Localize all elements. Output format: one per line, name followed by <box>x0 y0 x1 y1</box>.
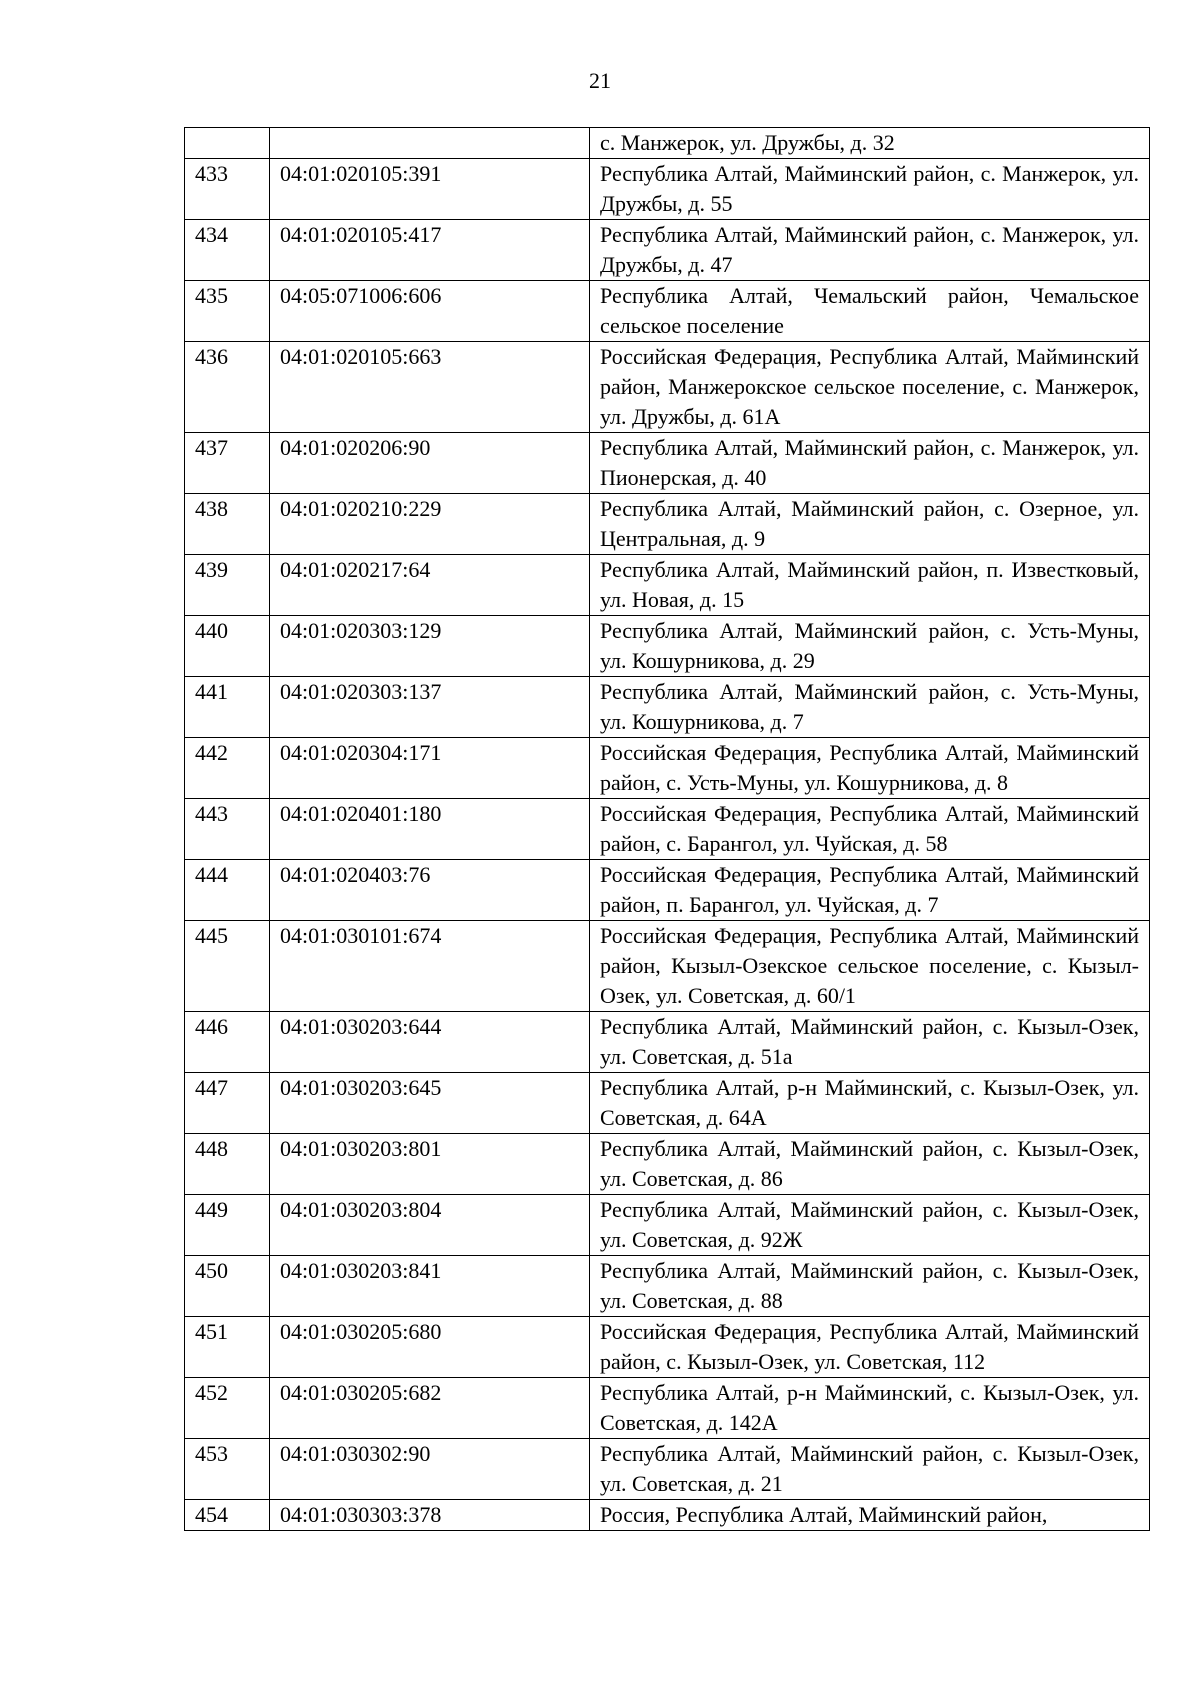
cadastral-number: 04:01:020210:229 <box>270 494 590 555</box>
table-row <box>185 1439 1150 1500</box>
row-number: 438 <box>185 494 270 555</box>
cadastral-registry-table <box>184 127 1150 1531</box>
address: Республика Алтай, р-н Майминский, с. Кызыл-Озек, ул. Советская, д. 142А <box>590 1378 1150 1439</box>
table-row <box>185 1012 1150 1073</box>
table-row <box>185 220 1150 281</box>
address: Республика Алтай, Майминский район, с. Усть-Муны, ул. Кошурникова, д. 29 <box>590 616 1150 677</box>
row-number: 450 <box>185 1256 270 1317</box>
table-row <box>185 616 1150 677</box>
row-number: 445 <box>185 921 270 1012</box>
table-row <box>185 1378 1150 1439</box>
address: Республика Алтай, Майминский район, с. Манжерок, ул. Дружбы, д. 55 <box>590 159 1150 220</box>
address: Республика Алтай, Майминский район, с. Кызыл-Озек, ул. Советская, д. 86 <box>590 1134 1150 1195</box>
row-number: 443 <box>185 799 270 860</box>
row-number: 435 <box>185 281 270 342</box>
address: Российская Федерация, Республика Алтай, Майминский район, п. Барангол, ул. Чуйская, д. 7 <box>590 860 1150 921</box>
row-number: 453 <box>185 1439 270 1500</box>
row-number: 436 <box>185 342 270 433</box>
row-number: 437 <box>185 433 270 494</box>
table-row <box>185 1195 1150 1256</box>
cadastral-number: 04:01:020401:180 <box>270 799 590 860</box>
row-number: 447 <box>185 1073 270 1134</box>
table-row <box>185 281 1150 342</box>
row-number: 439 <box>185 555 270 616</box>
cadastral-number: 04:01:030205:682 <box>270 1378 590 1439</box>
cadastral-number: 04:01:030302:90 <box>270 1439 590 1500</box>
page-number: 21 <box>589 68 611 93</box>
row-number: 442 <box>185 738 270 799</box>
address: Республика Алтай, Майминский район, с. Усть-Муны, ул. Кошурникова, д. 7 <box>590 677 1150 738</box>
table-row <box>185 1073 1150 1134</box>
row-number: 448 <box>185 1134 270 1195</box>
cadastral-number: 04:01:030205:680 <box>270 1317 590 1378</box>
row-number: 446 <box>185 1012 270 1073</box>
address: Российская Федерация, Республика Алтай, Майминский район, с. Усть-Муны, ул. Кошурникова, д. 8 <box>590 738 1150 799</box>
table-row <box>185 342 1150 433</box>
row-number: 444 <box>185 860 270 921</box>
table-row <box>185 1134 1150 1195</box>
table-row <box>185 921 1150 1012</box>
cadastral-number: 04:01:020105:391 <box>270 159 590 220</box>
address: Республика Алтай, Майминский район, с. Кызыл-Озек, ул. Советская, д. 92Ж <box>590 1195 1150 1256</box>
cadastral-number: 04:01:030203:645 <box>270 1073 590 1134</box>
address: Республика Алтай, Майминский район, с. Кызыл-Озек, ул. Советская, д. 21 <box>590 1439 1150 1500</box>
address: Республика Алтай, Майминский район, с. Кызыл-Озек, ул. Советская, д. 51а <box>590 1012 1150 1073</box>
cadastral-number: 04:01:030203:841 <box>270 1256 590 1317</box>
cadastral-number: 04:01:020105:663 <box>270 342 590 433</box>
address: Российская Федерация, Республика Алтай, Майминский район, с. Барангол, ул. Чуйская, д. 58 <box>590 799 1150 860</box>
address: Российская Федерация, Республика Алтай, Майминский район, Кызыл-Озекское сельское поселение, с. Кызыл-Озек, ул. Советская, д. 60/1 <box>590 921 1150 1012</box>
address: Республика Алтай, р-н Майминский, с. Кызыл-Озек, ул. Советская, д. 64А <box>590 1073 1150 1134</box>
table-row <box>185 1500 1150 1531</box>
address: Республика Алтай, Майминский район, с. Манжерок, ул. Пионерская, д. 40 <box>590 433 1150 494</box>
cadastral-number: 04:01:030101:674 <box>270 921 590 1012</box>
table-row <box>185 738 1150 799</box>
cadastral-number: 04:01:020217:64 <box>270 555 590 616</box>
cadastral-number: 04:05:071006:606 <box>270 281 590 342</box>
row-number: 440 <box>185 616 270 677</box>
cadastral-number: 04:01:030203:801 <box>270 1134 590 1195</box>
row-number: 441 <box>185 677 270 738</box>
cadastral-number: 04:01:030203:644 <box>270 1012 590 1073</box>
address: Республика Алтай, Майминский район, с. Манжерок, ул. Дружбы, д. 47 <box>590 220 1150 281</box>
address: Республика Алтай, Майминский район, с. Кызыл-Озек, ул. Советская, д. 88 <box>590 1256 1150 1317</box>
table-row <box>185 494 1150 555</box>
cadastral-number: 04:01:020206:90 <box>270 433 590 494</box>
cadastral-number <box>270 128 590 159</box>
address: Российская Федерация, Республика Алтай, Майминский район, Манжерокское сельское поселение, с. Манжерок, ул. Дружбы, д. 61А <box>590 342 1150 433</box>
table-row <box>185 128 1150 159</box>
cadastral-number: 04:01:020303:137 <box>270 677 590 738</box>
cadastral-number: 04:01:030303:378 <box>270 1500 590 1531</box>
row-number: 451 <box>185 1317 270 1378</box>
cadastral-number: 04:01:020303:129 <box>270 616 590 677</box>
cadastral-number: 04:01:020304:171 <box>270 738 590 799</box>
address: Российская Федерация, Республика Алтай, Майминский район, с. Кызыл-Озек, ул. Советская, 112 <box>590 1317 1150 1378</box>
address: с. Манжерок, ул. Дружбы, д. 32 <box>590 128 1150 159</box>
table-row <box>185 159 1150 220</box>
cadastral-number: 04:01:020403:76 <box>270 860 590 921</box>
cadastral-number: 04:01:030203:804 <box>270 1195 590 1256</box>
table-row <box>185 860 1150 921</box>
table-row <box>185 799 1150 860</box>
table-row <box>185 677 1150 738</box>
table-body <box>185 128 1150 1531</box>
address: Республика Алтай, Майминский район, с. Озерное, ул. Центральная, д. 9 <box>590 494 1150 555</box>
row-number: 454 <box>185 1500 270 1531</box>
address: Республика Алтай, Майминский район, п. Известковый, ул. Новая, д. 15 <box>590 555 1150 616</box>
row-number <box>185 128 270 159</box>
table-row <box>185 555 1150 616</box>
row-number: 452 <box>185 1378 270 1439</box>
address: Республика Алтай, Чемальский район, Чемальское сельское поселение <box>590 281 1150 342</box>
row-number: 433 <box>185 159 270 220</box>
table-row <box>185 1317 1150 1378</box>
table-row <box>185 433 1150 494</box>
row-number: 449 <box>185 1195 270 1256</box>
cadastral-number: 04:01:020105:417 <box>270 220 590 281</box>
address: Россия, Республика Алтай, Майминский район, <box>590 1500 1150 1531</box>
row-number: 434 <box>185 220 270 281</box>
table-row <box>185 1256 1150 1317</box>
